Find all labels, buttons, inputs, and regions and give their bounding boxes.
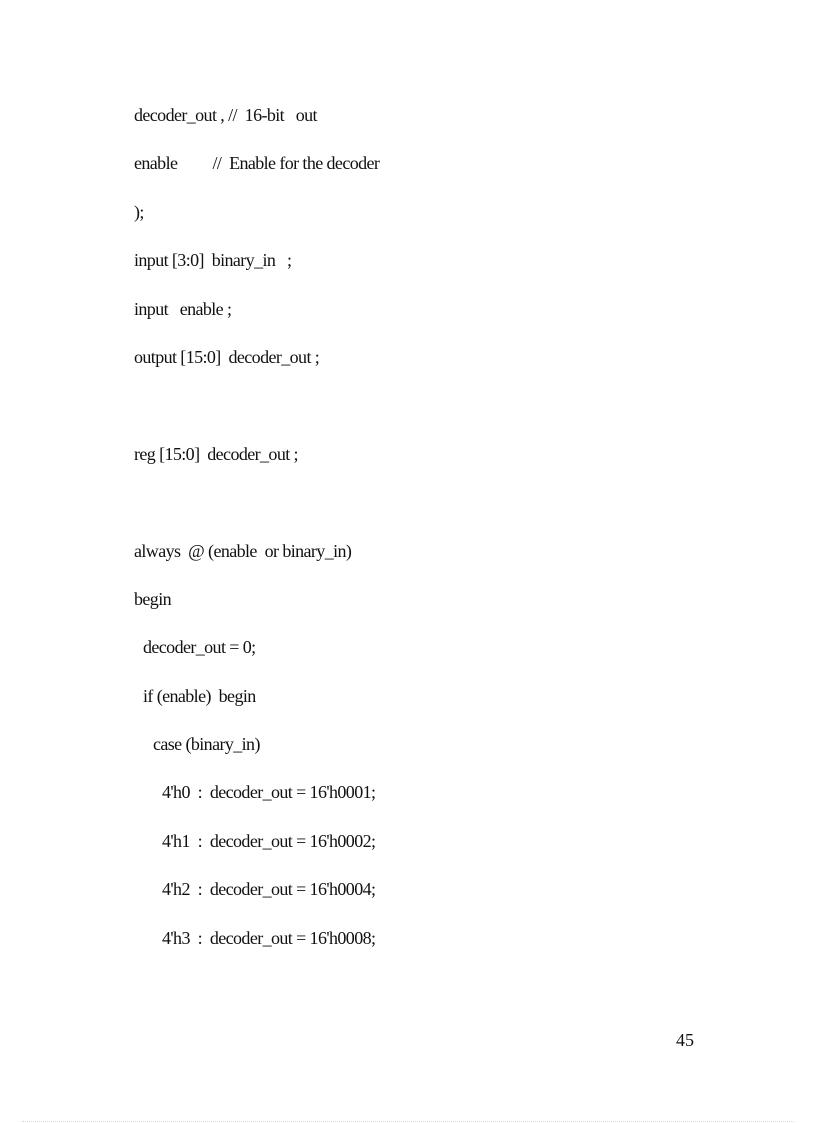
code-line: always @ (enable or binary_in) (134, 540, 352, 561)
code-line: reg [15:0] decoder_out ; (134, 443, 298, 464)
code-listing (134, 102, 379, 973)
page-number: 45 (676, 1030, 694, 1050)
code-line: input enable ; (134, 298, 232, 319)
code-line: 4'h3 : decoder_out = 16'h0008; (162, 927, 376, 948)
code-line: case (binary_in) (153, 734, 260, 755)
code-line: 4'h0 : decoder_out = 16'h0001; (162, 782, 376, 803)
code-line: decoder_out , // 16-bit out (134, 105, 317, 125)
code-line: if (enable) begin (143, 685, 256, 706)
page-bottom-divider (22, 1121, 794, 1122)
code-line: decoder_out = 0; (143, 637, 256, 658)
blank-line (134, 489, 379, 537)
blank-line (134, 392, 379, 440)
code-line: enable // Enable for the decoder (134, 153, 380, 174)
code-line: 4'h1 : decoder_out = 16'h0002; (162, 830, 376, 851)
code-line: begin (134, 588, 171, 609)
code-line: input [3:0] binary_in ; (134, 250, 292, 271)
code-line: 4'h2 : decoder_out = 16'h0004; (162, 879, 376, 900)
code-line: ); (134, 201, 144, 222)
code-line: output [15:0] decoder_out ; (134, 346, 320, 367)
